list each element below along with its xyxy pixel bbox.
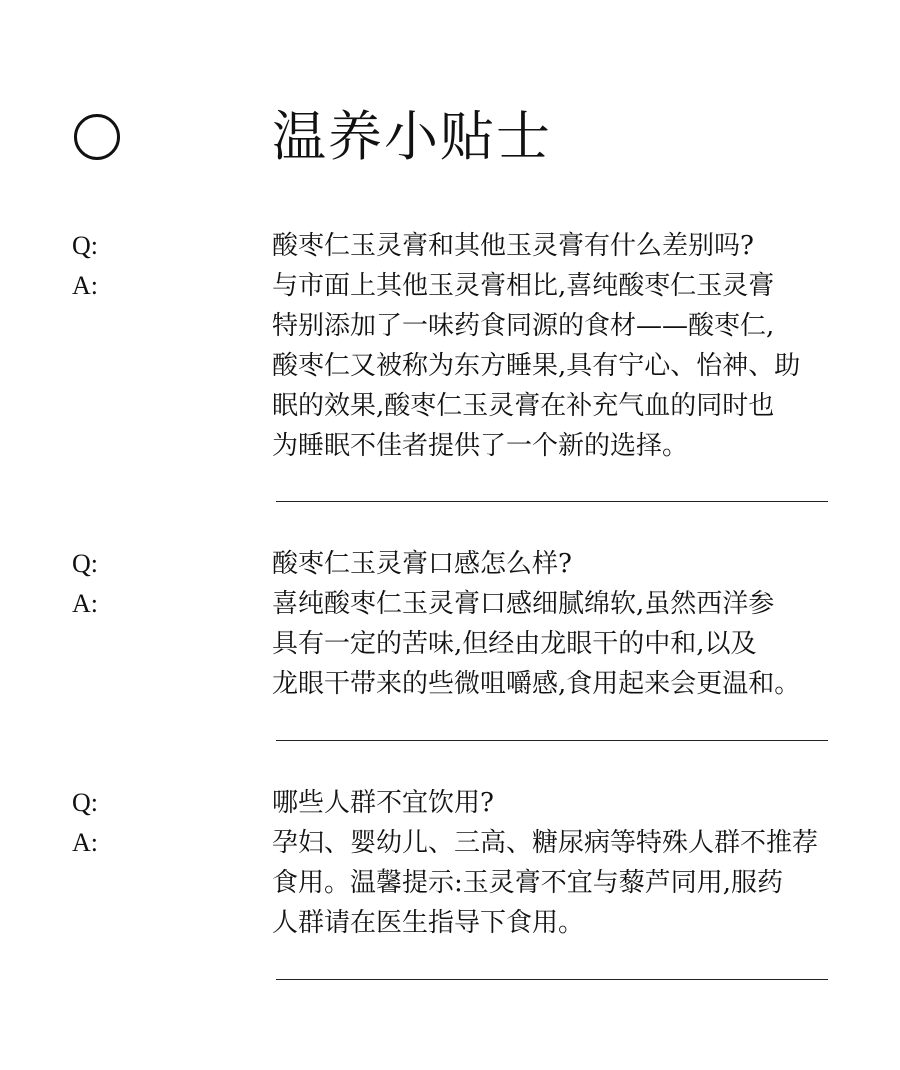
- divider: [276, 740, 828, 741]
- answer-line: 与市面上其他玉灵膏相比,喜纯酸枣仁玉灵膏: [272, 271, 775, 301]
- q-label: Q:: [72, 549, 98, 578]
- answer-line: 孕妇、婴幼儿、三高、糖尿病等特殊人群不推荐: [272, 828, 819, 858]
- question-text: 哪些人群不宜饮用?: [272, 788, 494, 818]
- answer-line: 喜纯酸枣仁玉灵膏口感细腻绵软,虽然西洋参: [272, 589, 775, 619]
- q-label: Q:: [72, 231, 98, 260]
- circle-icon: [74, 114, 120, 160]
- a-label: A:: [72, 828, 98, 857]
- qa-item-3: [0, 783, 900, 938]
- divider: [276, 979, 828, 980]
- answer-text: [272, 584, 872, 704]
- answer-line: 龙眼干带来的些微咀嚼感,食用起来会更温和。: [272, 669, 801, 699]
- page-title: 温养小贴士: [272, 105, 552, 168]
- question-text: 酸枣仁玉灵膏和其他玉灵膏有什么差别吗?: [272, 231, 754, 261]
- qa-item-1: [0, 226, 900, 461]
- question-text: 酸枣仁玉灵膏口感怎么样?: [272, 549, 572, 579]
- answer-line: 为睡眠不佳者提供了一个新的选择。: [272, 431, 689, 461]
- answer-line: 眠的效果,酸枣仁玉灵膏在补充气血的同时也: [272, 391, 775, 421]
- qa-item-2: [0, 544, 900, 699]
- q-label: Q:: [72, 788, 98, 817]
- answer-line: 人群请在医生指导下食用。: [272, 908, 585, 938]
- answer-line: 酸枣仁又被称为东方睡果,具有宁心、怡神、助: [272, 351, 801, 381]
- answer-text: [272, 823, 872, 943]
- a-label: A:: [72, 589, 98, 618]
- a-label: A:: [72, 271, 98, 300]
- answer-line: 食用。温馨提示:玉灵膏不宜与藜芦同用,服药: [272, 868, 784, 898]
- answer-line: 具有一定的苦味,但经由龙眼干的中和,以及: [272, 629, 757, 659]
- answer-line: 特别添加了一味药食同源的食材——酸枣仁,: [272, 311, 775, 341]
- divider: [276, 501, 828, 502]
- answer-text: [272, 266, 872, 466]
